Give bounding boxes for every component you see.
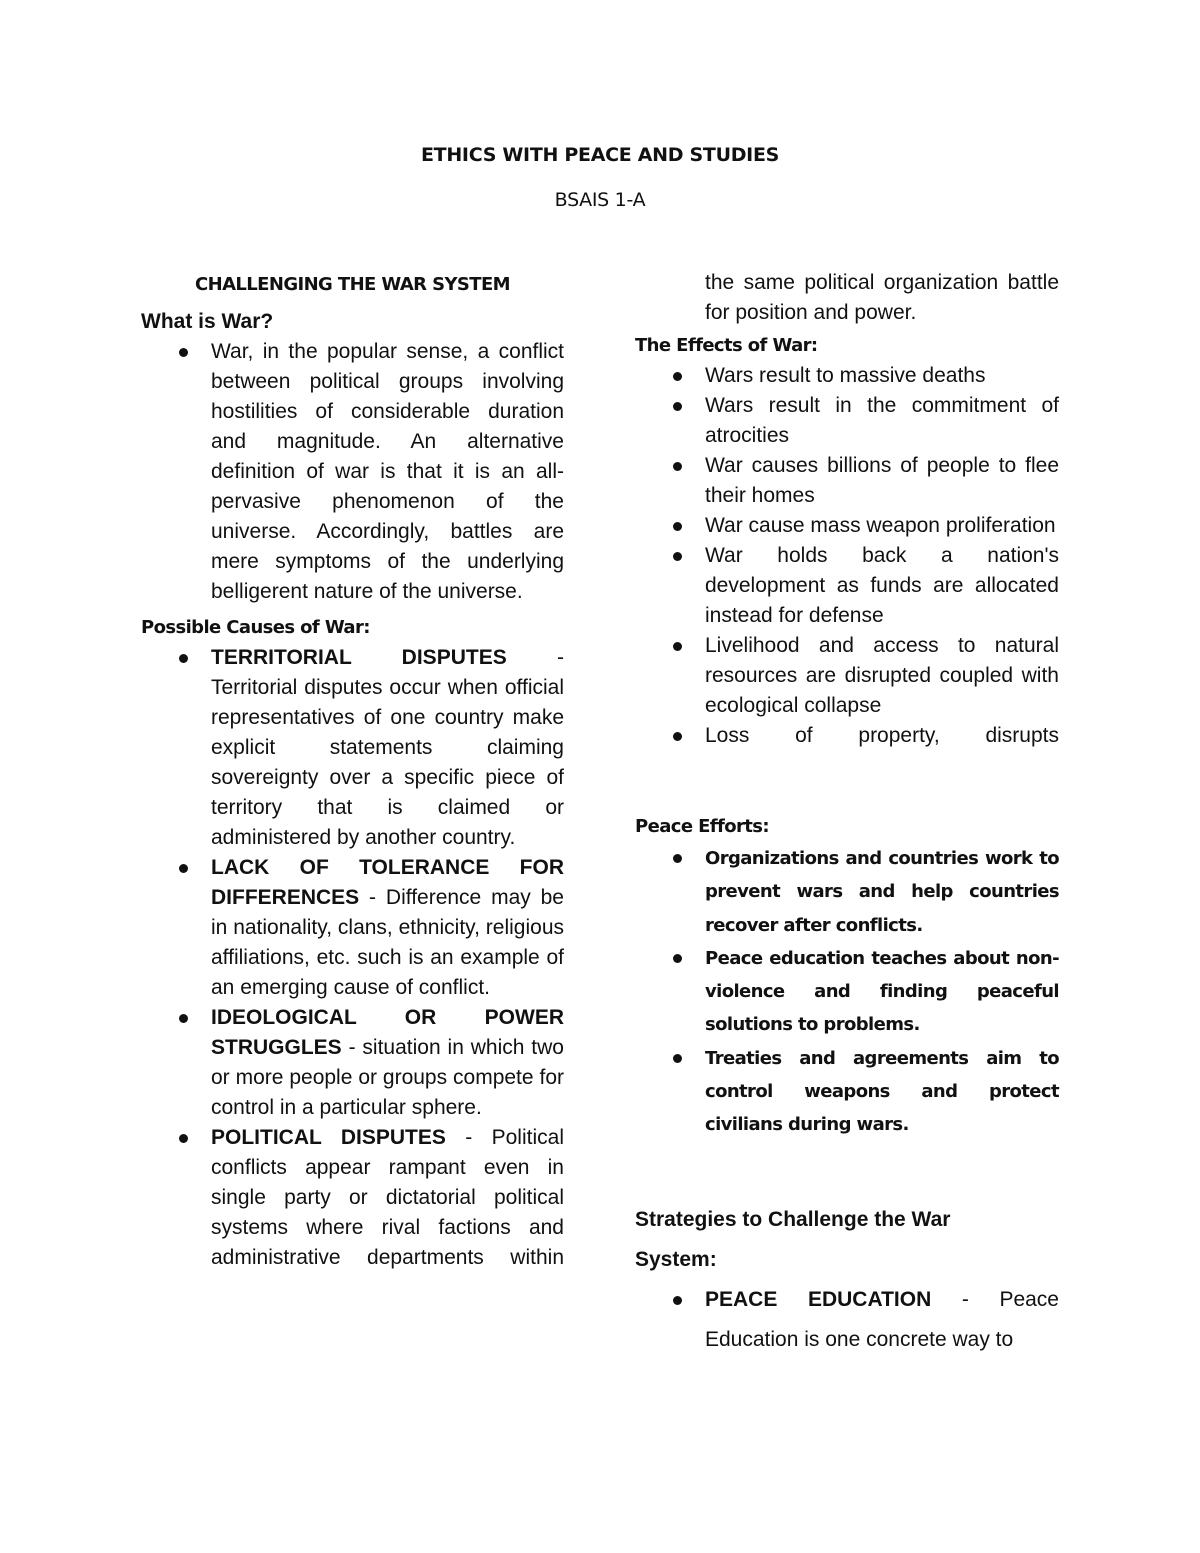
list-item xyxy=(635,511,1059,541)
list-item xyxy=(141,1123,564,1273)
bullet-icon xyxy=(673,642,682,651)
continuation-text: the same political organization battle for position and power. xyxy=(705,271,1059,324)
strategy-item xyxy=(705,1280,1059,1360)
cause-term: TERRITORIAL DISPUTES xyxy=(211,646,507,669)
cause-term: LACK OF TOLERANCE FOR DIFFERENCES xyxy=(211,856,564,909)
list-item xyxy=(635,1042,1059,1142)
list-item xyxy=(141,643,564,853)
causes-heading: Possible Causes of War: xyxy=(141,617,370,638)
cause-text: - Territorial disputes occur when official representatives of one country make explicit statements claiming sovereignty over a specific piece of territory that is claimed or administered by another country. xyxy=(211,646,564,849)
cause-item xyxy=(211,1123,564,1273)
bullet-icon xyxy=(179,864,188,873)
bullet-icon xyxy=(179,1134,188,1143)
cause-item xyxy=(211,643,564,853)
cause-text: - situation in which two or more people or groups compete for control in a particular sphere. xyxy=(211,1036,564,1119)
bullet-icon xyxy=(673,402,682,411)
bullet-icon xyxy=(179,1014,188,1023)
bullet-icon xyxy=(673,372,682,381)
effect-text: War cause mass weapon proliferation xyxy=(705,514,1056,537)
right-column xyxy=(635,268,1059,1360)
left-column xyxy=(141,268,564,1273)
list-item xyxy=(141,337,564,607)
bullet-icon xyxy=(673,1054,682,1063)
effect-text: Loss of property, disrupts xyxy=(705,724,1059,747)
cause-term: POLITICAL DISPUTES xyxy=(211,1126,446,1149)
list-item xyxy=(635,451,1059,511)
peace-efforts-list xyxy=(635,842,1059,1142)
bullet-icon xyxy=(179,348,188,357)
list-item xyxy=(635,842,1059,942)
bullet-icon xyxy=(673,854,682,863)
what-is-war-list xyxy=(141,337,564,607)
list-item xyxy=(635,541,1059,631)
effect-text: War causes billions of people to flee their homes xyxy=(705,454,1059,507)
peace-efforts-heading: Peace Efforts: xyxy=(635,816,770,837)
strategy-term: PEACE EDUCATION xyxy=(705,1287,932,1311)
cause-item xyxy=(211,853,564,1003)
strategies-list xyxy=(635,1280,1059,1360)
section-title: CHALLENGING THE WAR SYSTEM xyxy=(195,274,510,295)
effect-text: War holds back a nation's development as funds are allocated instead for defense xyxy=(705,544,1059,627)
doc-title: ETHICS WITH PEACE AND STUDIES xyxy=(420,144,780,166)
peace-effort-text: Organizations and countries work to prevent wars and help countries recover after conflicts. xyxy=(705,848,1059,936)
bullet-icon xyxy=(673,954,682,963)
cause-item xyxy=(211,1003,564,1123)
list-item xyxy=(635,631,1059,721)
list-item xyxy=(635,391,1059,451)
list-item xyxy=(635,361,1059,391)
peace-effort-text: Treaties and agreements aim to control weapons and protect civilians during wars. xyxy=(705,1047,1059,1136)
list-item xyxy=(635,721,1059,751)
list-item xyxy=(635,1280,1059,1360)
cause-text: - Political conflicts appear rampant even in single party or dictatorial political systems where rival factions and administrative departments within xyxy=(211,1126,564,1269)
causes-list xyxy=(141,643,564,1273)
list-item xyxy=(141,853,564,1003)
strategies-heading: Strategies to Challenge the War System: xyxy=(635,1207,951,1271)
bullet-icon xyxy=(179,654,188,663)
bullet-icon xyxy=(673,732,682,741)
strategy-text: - Peace Education is one concrete way to xyxy=(705,1287,1059,1351)
what-is-war-text: War, in the popular sense, a conflict between political groups involving hostilities of considerable duration and magnitude. An alternative definition of war is that it is an all-pervasive phenomenon of the universe. Accordingly, battles are mere symptoms of the underlying belligerent nature of the universe. xyxy=(211,340,564,603)
bullet-icon xyxy=(673,462,682,471)
effect-text: Wars result in the commitment of atrocities xyxy=(705,394,1059,447)
doc-subtitle: BSAIS 1-A xyxy=(554,189,646,211)
effects-list xyxy=(635,361,1059,751)
bullet-icon xyxy=(673,552,682,561)
effect-text: Wars result to massive deaths xyxy=(705,364,986,387)
what-is-war-heading: What is War? xyxy=(141,310,274,333)
cause-term: IDEOLOGICAL OR POWER STRUGGLES xyxy=(211,1006,564,1059)
list-item xyxy=(635,942,1059,1042)
effect-text: Livelihood and access to natural resources are disrupted coupled with ecological collapse xyxy=(705,634,1059,717)
cause-text: - Difference may be in nationality, clans, ethnicity, religious affiliations, etc. such is an example of an emerging cause of conflict. xyxy=(211,886,564,999)
bullet-icon xyxy=(673,522,682,531)
bullet-icon xyxy=(673,1296,682,1305)
effects-heading: The Effects of War: xyxy=(635,335,818,356)
peace-effort-text: Peace education teaches about non-violence and finding peaceful solutions to problems. xyxy=(705,947,1059,1036)
list-item xyxy=(141,1003,564,1123)
